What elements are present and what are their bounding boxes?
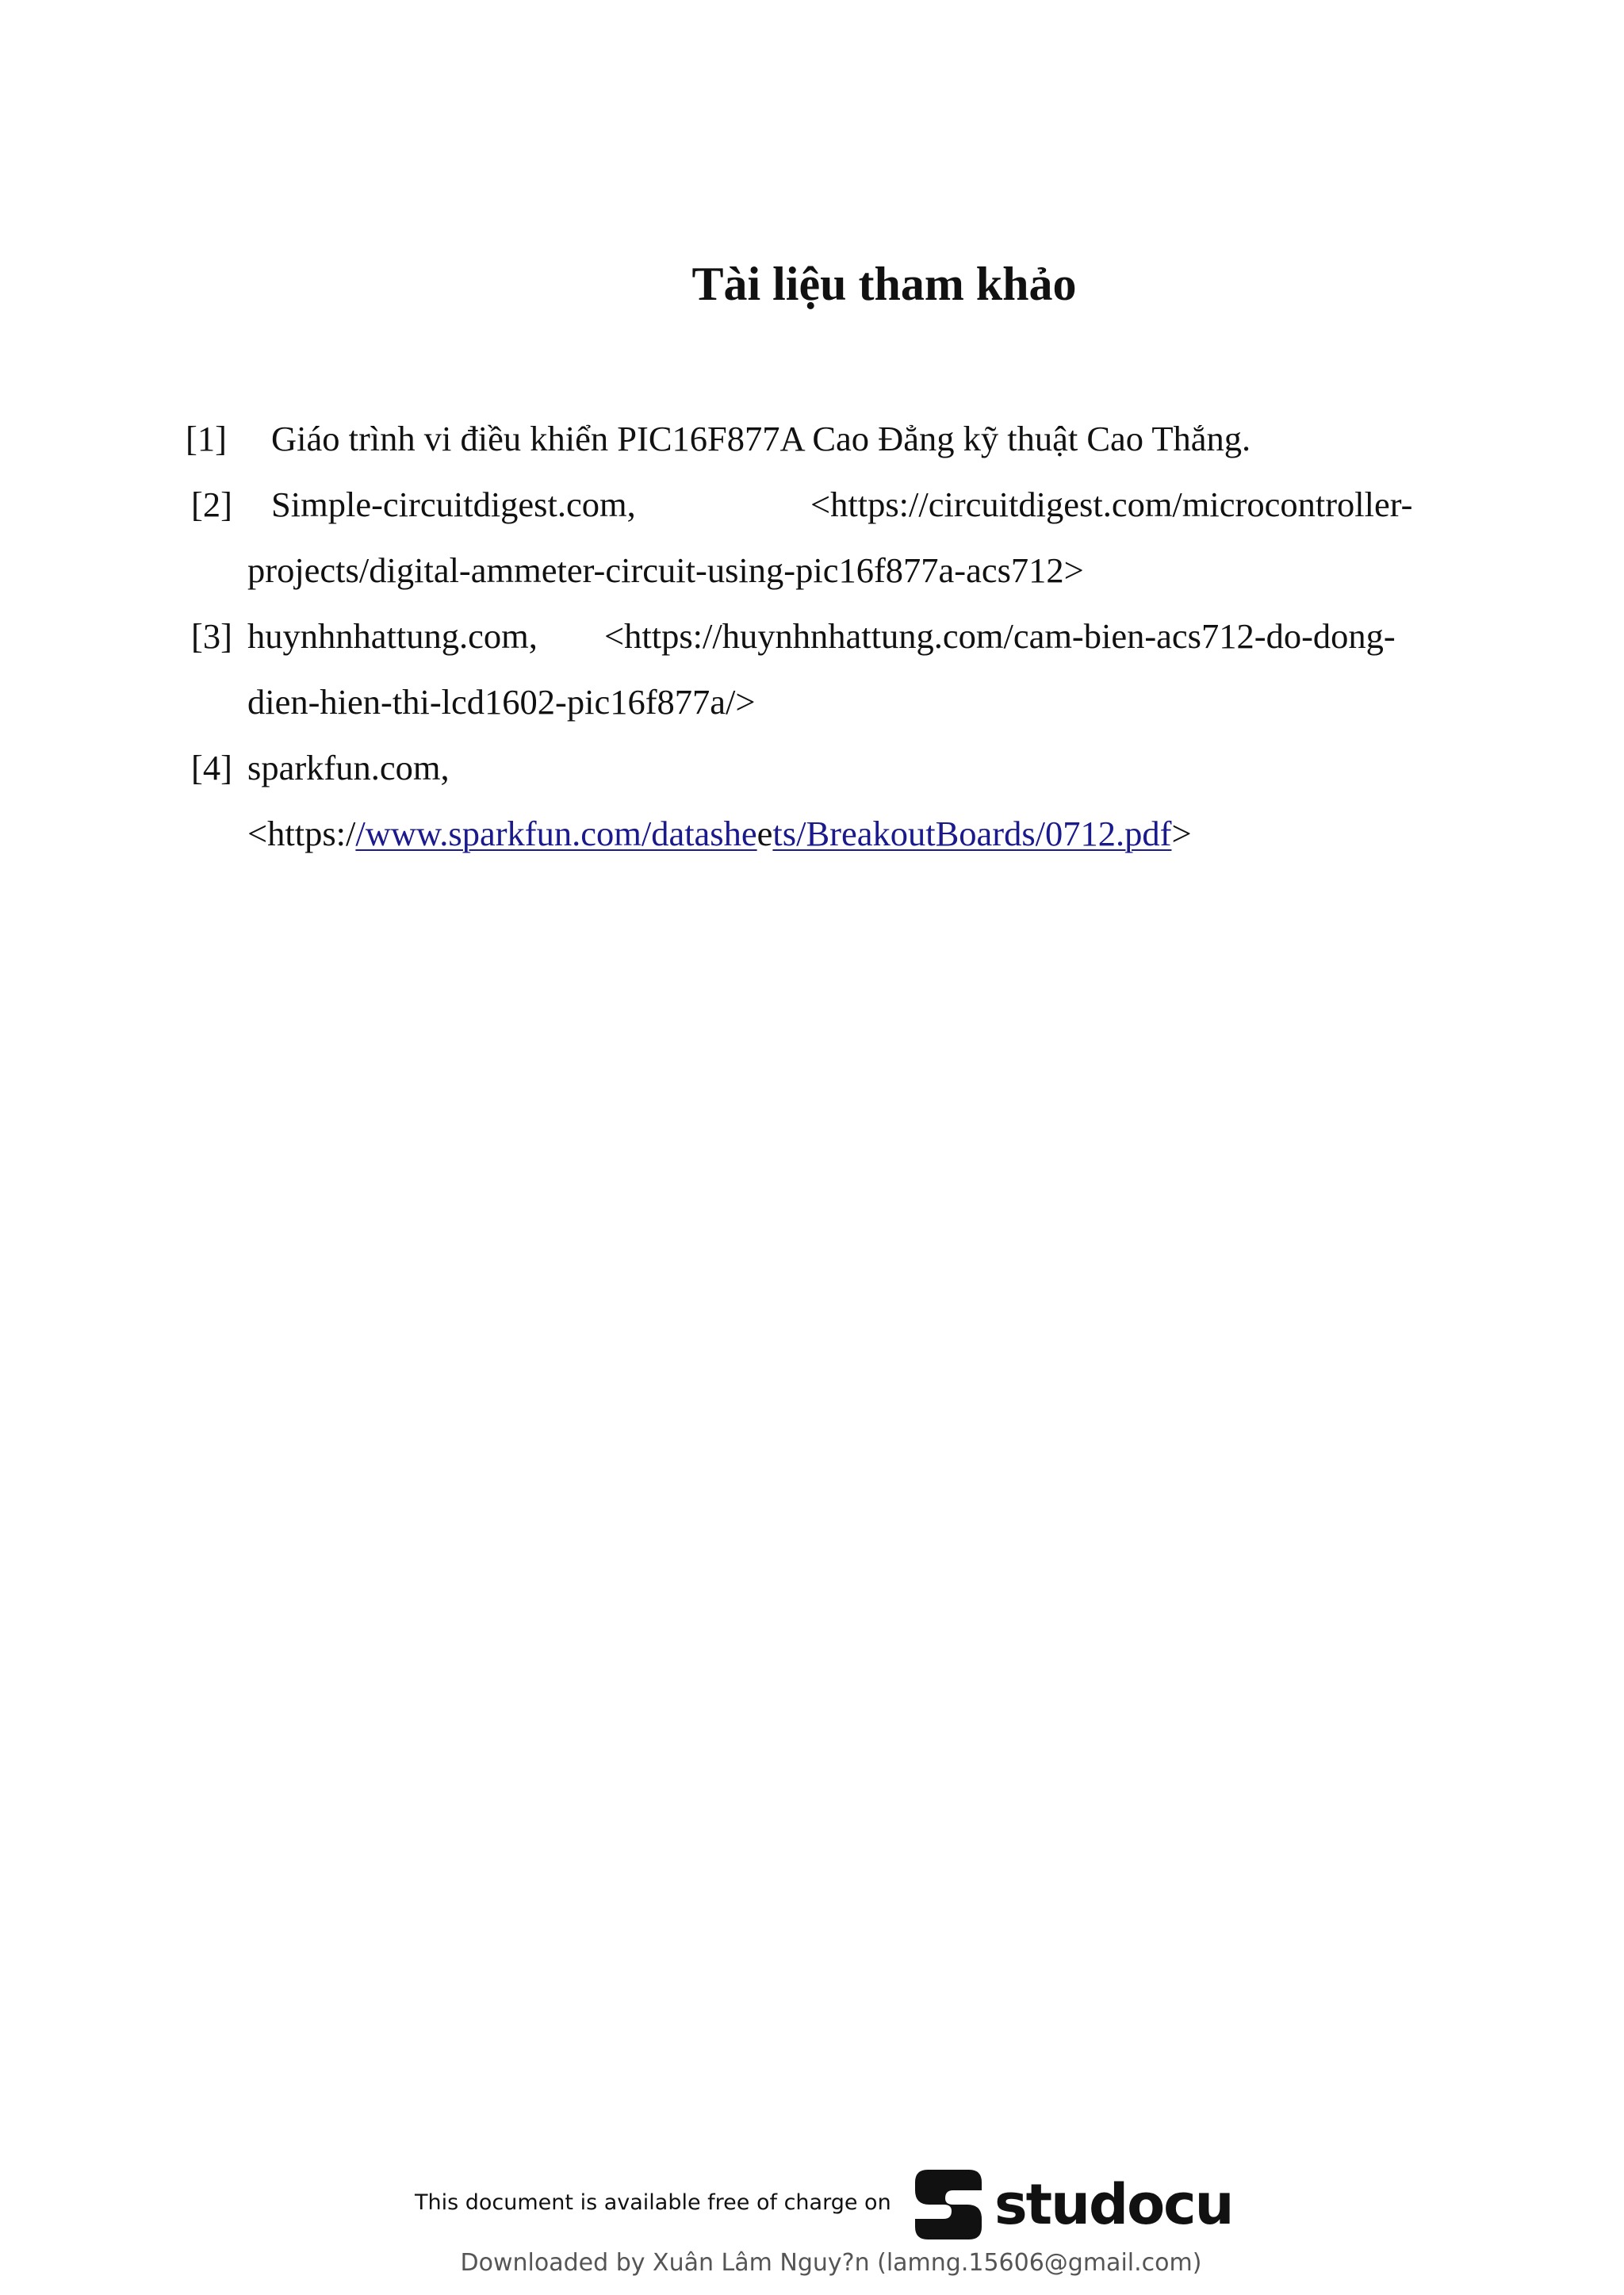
page-title: Tài liệu tham khảo — [691, 258, 1077, 311]
reference-source: Simple-circuitdigest.com, — [271, 485, 636, 524]
reference-text: Giáo trình vi điều khiển PIC16F877A Cao Đẳng kỹ thuật Cao Thắng. — [271, 419, 1251, 458]
studocu-wordmark: studocu — [994, 2172, 1233, 2237]
reference-url-line-2: dien-hien-thi-lcd1602-pic16f877a/> — [247, 682, 756, 722]
studocu-brand[interactable] — [912, 2167, 1233, 2243]
reference-number: [2] — [191, 485, 232, 524]
studocu-logo-icon — [912, 2167, 985, 2243]
reference-url-suffix: > — [1171, 814, 1192, 853]
reference-url-line-2: projects/digital-ammeter-circuit-using-pic16f877a-acs712> — [247, 550, 1084, 590]
reference-number: [1] — [186, 419, 227, 458]
reference-number: [3] — [191, 616, 232, 656]
reference-source: huynhnhattung.com, — [247, 616, 538, 656]
download-attribution: Downloaded by Xuân Lâm Nguy?n (lamng.15606@gmail.com) — [460, 2249, 1202, 2277]
reference-4-continuation — [247, 810, 1192, 857]
reference-number: [4] — [191, 748, 232, 787]
reference-url-line-1: <https://huynhnhattung.com/cam-bien-acs712-do-dong- — [604, 616, 1396, 656]
reference-source: sparkfun.com, — [247, 748, 450, 787]
reference-url-prefix: <https:/ — [247, 814, 356, 853]
reference-link[interactable]: /www.sparkfun.com/datashe — [355, 814, 757, 853]
availability-note: This document is available free of charge on — [415, 2190, 891, 2215]
reference-url-middle: e — [756, 814, 773, 853]
reference-url-line-1: <https://circuitdigest.com/microcontroller- — [810, 485, 1413, 524]
reference-link[interactable]: ts/BreakoutBoards/0712.pdf — [772, 814, 1172, 853]
